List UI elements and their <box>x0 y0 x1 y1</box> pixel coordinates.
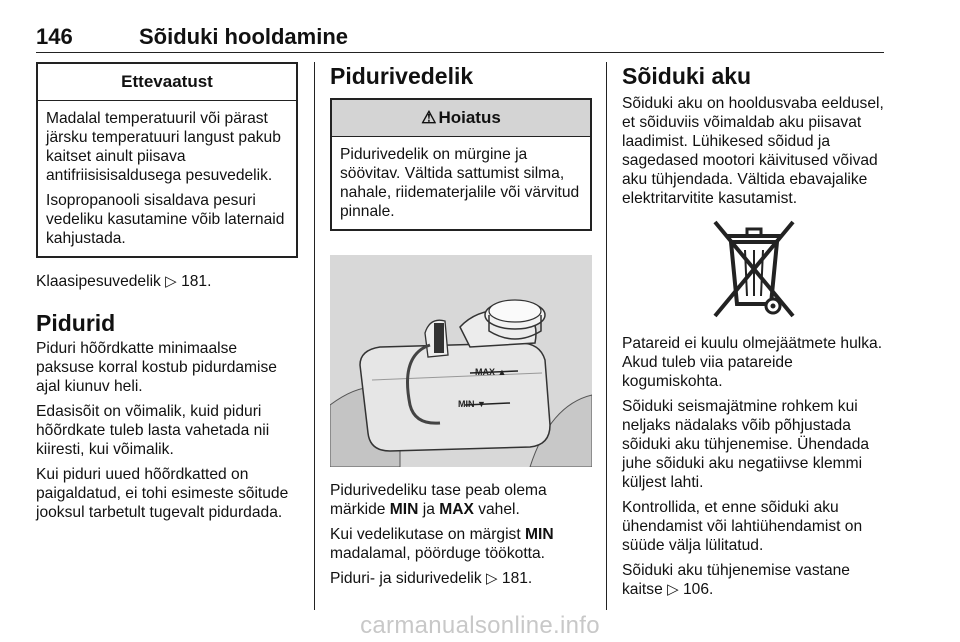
reservoir-illustration <box>330 255 592 467</box>
column-divider <box>314 62 315 610</box>
min-label: MIN <box>525 526 554 543</box>
level-paragraph <box>330 481 592 519</box>
washer-fluid-page[interactable]: 181. <box>181 273 212 290</box>
page-ref-arrow-icon: ▷ <box>165 273 177 290</box>
battery-protection-ref <box>622 561 886 599</box>
brake-fluid-heading: Pidurivedelik <box>330 63 474 89</box>
battery-protection-page[interactable]: 106. <box>682 581 714 598</box>
clutch-fluid-ref <box>330 569 592 588</box>
level-text: vahel. <box>473 501 520 518</box>
warning-triangle-icon: ⚠ <box>421 108 437 127</box>
level-text: Pidurivedeliku tase peab olema märkide <box>330 482 547 518</box>
chapter-title: Sõiduki hooldamine <box>139 24 349 49</box>
column-right <box>622 62 886 605</box>
clutch-fluid-page[interactable]: 181. <box>501 570 533 587</box>
topup-paragraph <box>330 525 592 563</box>
topup-text: madalamal, pöörduge töökotta. <box>330 545 545 562</box>
battery-protection-text: Sõiduki aku tühjenemise vastane kaitse <box>622 562 850 598</box>
warning-box <box>330 98 592 231</box>
caution-paragraph: Isopropanooli sisaldava pesuri vedeliku kasutamine võib laternaid kahjustada. <box>46 192 285 247</box>
battery-paragraph: Sõiduki aku on hooldusvaba eeldusel, et sõiduviis võimaldab aku piisavat laadimist. Lühikesed sõidud ja sagedased mootori käivitused võivad aku tühjendada. Vältida ebavajalike elektritarvitite kasutamist. <box>622 95 884 207</box>
level-text: ja <box>418 501 440 518</box>
column-middle <box>330 62 592 594</box>
warning-title-bar <box>332 100 590 137</box>
page-number: 146 <box>36 24 73 49</box>
column-divider <box>606 62 607 610</box>
warning-title: Hoiatus <box>438 108 501 127</box>
battery-paragraph: Patareid ei kuulu olmejäätmete hulka. Akud tuleb viia patareide kogumiskohta. <box>622 335 883 390</box>
washer-fluid-text: Klaasipesuvedelik <box>36 273 161 290</box>
min-mark-label: MIN ▼ <box>458 399 486 409</box>
warning-text: Pidurivedelik on mürgine ja söövitav. Vältida sattumist silma, nahale, riidematerjalile või värvitud pinnale. <box>340 146 580 220</box>
max-mark-label: MAX ▲ <box>475 367 507 377</box>
page-ref-arrow-icon: ▷ <box>667 581 679 598</box>
brakes-paragraph: Edasisõit on võimalik, kuid piduri hõõrdkate tuleb lasta vahetada nii kiiresti, kui võimalik. <box>36 403 270 458</box>
page-ref-arrow-icon: ▷ <box>486 570 498 587</box>
brakes-paragraph: Kui piduri uued hõõrdkatted on paigaldatud, ei tohi esimeste sõitude jooksul tarbetult tugevalt pidurdada. <box>36 466 289 521</box>
crossed-bin-icon <box>709 216 799 320</box>
brakes-paragraph: Piduri hõõrdkatte minimaalse paksuse korral kostub pidurdamise ajal kiunuv heli. <box>36 340 277 395</box>
washer-fluid-ref <box>36 272 298 291</box>
brakes-heading: Pidurid <box>36 310 116 336</box>
max-label: MAX <box>439 501 474 518</box>
battery-paragraph: Kontrollida, et enne sõiduki aku ühendamist või lahtiühendamist on süüde välja lülitatud. <box>622 499 863 554</box>
caution-box <box>36 62 298 258</box>
caution-title: Ettevaatust <box>38 64 296 101</box>
brake-fluid-reservoir-image <box>330 255 592 467</box>
battery-heading: Sõiduki aku <box>622 63 752 89</box>
caution-paragraph: Madalal temperatuuril või pärast järsku temperatuuri langust pakub kaitset ainult piisava antifriisisisaldusega pesuvedelik. <box>46 110 281 184</box>
column-left <box>36 62 298 528</box>
page-header <box>36 22 884 53</box>
battery-paragraph: Sõiduki seismajätmine rohkem kui neljaks nädalaks võib põhjustada sõiduki aku tühjenemise. Ühendada juhe sõiduki aku negatiivse klemmi küljest lahti. <box>622 398 870 491</box>
topup-text: Kui vedelikutase on märgist <box>330 526 526 543</box>
clutch-fluid-text: Piduri- ja sidurivedelik <box>330 570 482 587</box>
min-label: MIN <box>389 501 419 518</box>
watermark: carmanualsonline.info <box>360 612 600 639</box>
